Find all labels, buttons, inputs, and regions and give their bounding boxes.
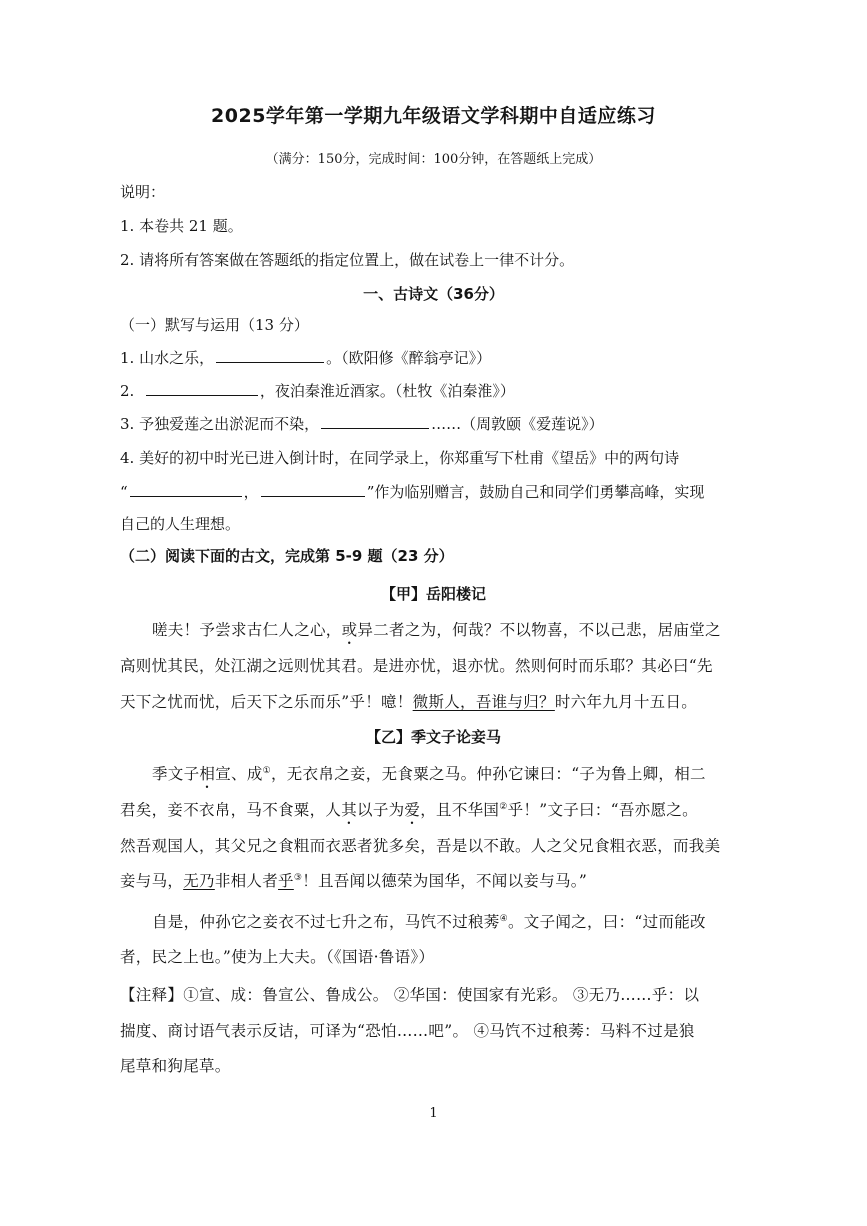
passage-b-line <box>120 869 587 891</box>
notes-line: 尾草和狗尾草。 <box>120 1057 231 1075</box>
question-1-source: 。（欧阳修《醉翁亭记》） <box>326 349 492 367</box>
answer-blank <box>261 482 365 497</box>
question-1-text: 1. 山水之乐， <box>120 349 215 367</box>
text: 异二者之为，何哉？不以物喜，不以己悲，居庙堂之 <box>357 621 721 639</box>
dotted-word: 爱 <box>404 801 421 819</box>
underlined-word: 乎 <box>278 872 294 890</box>
question-2-number: 2. <box>120 382 135 400</box>
underlined-sentence: 微斯人，吾谁与归？ <box>412 693 555 711</box>
passage-b-line: 者，民之上也。”使为上大夫。（《国语·鲁语》） <box>120 948 435 966</box>
dotted-word: 或 <box>341 621 358 639</box>
page-number: 1 <box>429 1106 438 1121</box>
note-marker: ③ <box>293 872 303 883</box>
notes-line: 【注释】①宣、成：鲁宣公、鲁成公。 ②华国：使国家有光彩。 ③无乃……乎：以 <box>120 986 700 1004</box>
question-3 <box>120 413 604 434</box>
question-4-line-1: 4. 美好的初中时光已进入倒计时，在同学录上，你郑重写下杜甫《望岳》中的两句诗 <box>120 449 680 467</box>
question-4-line-3: 自己的人生理想。 <box>120 515 241 533</box>
passage-b-line <box>152 762 706 792</box>
answer-blank <box>321 414 429 429</box>
passage-a-line <box>120 690 697 712</box>
passage-b-line: 然吾观国人，其父兄之食粗而衣恶者犹多矣，吾是以不敢。人之父兄食粗衣恶，而我美 <box>120 837 721 855</box>
text: 嗟夫！予尝求古仁人之心， <box>152 621 342 639</box>
section-heading: 一、古诗文（36分） <box>363 285 504 303</box>
page-title: 2025学年第一学期九年级语文学科期中自适应练习 <box>211 105 656 127</box>
passage-b-line <box>152 910 706 932</box>
text: 妾与马， <box>120 872 184 890</box>
text: 非相人者 <box>214 872 279 890</box>
text: 以子为 <box>357 801 405 819</box>
passage-a-title: 【甲】岳阳楼记 <box>380 585 486 603</box>
part1-heading: （一）默写与运用（13 分） <box>120 316 309 334</box>
note-marker: ④ <box>499 913 508 924</box>
passage-b-title: 【乙】季文子论妾马 <box>365 728 501 746</box>
text: 时六年九月十五日。 <box>554 693 698 711</box>
part2-heading: （二）阅读下面的古文，完成第 5-9 题（23 分） <box>120 547 454 565</box>
passage-a-line <box>152 618 721 648</box>
question-4-line-2 <box>120 481 704 502</box>
comma: ， <box>243 483 259 501</box>
instruction-item-1: 1. 本卷共 21 题。 <box>120 217 243 235</box>
text: ！且吾闻以德荣为国华，不闻以妾与马。” <box>302 872 588 890</box>
text: ，无衣帛之妾，无食粟之马。仲孙它谏曰：“子为鲁上卿，相二 <box>271 765 706 783</box>
text: 宣、成 <box>215 765 263 783</box>
instruction-item-2: 2. 请将所有答案做在答题纸的指定位置上，做在试卷上一律不计分。 <box>120 251 575 269</box>
answer-blank <box>146 381 258 396</box>
text: 季文子 <box>152 765 200 783</box>
dotted-word: 其 <box>341 801 358 819</box>
question-3-source: ……（周敦颐《爱莲说》） <box>431 415 604 433</box>
text: ，且不华国 <box>420 801 500 819</box>
question-1 <box>120 347 491 368</box>
text: 天下之忧而忧，后天下之乐而乐”乎！噫！ <box>120 693 413 711</box>
notes-line: 揣度、商讨语气表示反诘，可译为“恐怕……吧”。 ④马饩不过稂莠：马料不过是狼 <box>120 1022 695 1040</box>
passage-b-line <box>120 798 698 828</box>
answer-blank <box>130 482 242 497</box>
instructions-label: 说明： <box>120 183 166 201</box>
answer-blank <box>216 348 324 363</box>
note-marker: ② <box>499 801 508 812</box>
passage-a-line: 高则忧其民，处江湖之远则忧其君。是进亦忧，退亦忧。然则何时而乐耶？其必曰“先 <box>120 657 713 675</box>
question-2 <box>120 380 515 401</box>
text: 乎！”文子曰：“吾亦愿之。 <box>507 801 698 819</box>
dotted-word: 相 <box>199 765 216 783</box>
note-marker: ① <box>262 765 271 776</box>
text: 自是，仲孙它之妾衣不过七升之布，马饩不过稂莠 <box>152 913 500 931</box>
text: 。文子闻之，曰：“过而能改 <box>507 913 706 931</box>
quote-open: “ <box>120 483 128 501</box>
exam-info: （满分：150分，完成时间：100分钟，在答题纸上完成） <box>265 152 602 167</box>
underlined-word: 无乃 <box>183 872 215 890</box>
question-2-text: ，夜泊秦淮近酒家。（杜牧《泊秦淮》） <box>259 382 515 400</box>
text: 君矣，妾不衣帛，马不食粟，人 <box>120 801 342 819</box>
question-4-text: ”作为临别赠言，鼓励自己和同学们勇攀高峰，实现 <box>366 483 705 501</box>
question-3-text: 3. 予独爱莲之出淤泥而不染， <box>120 415 320 433</box>
